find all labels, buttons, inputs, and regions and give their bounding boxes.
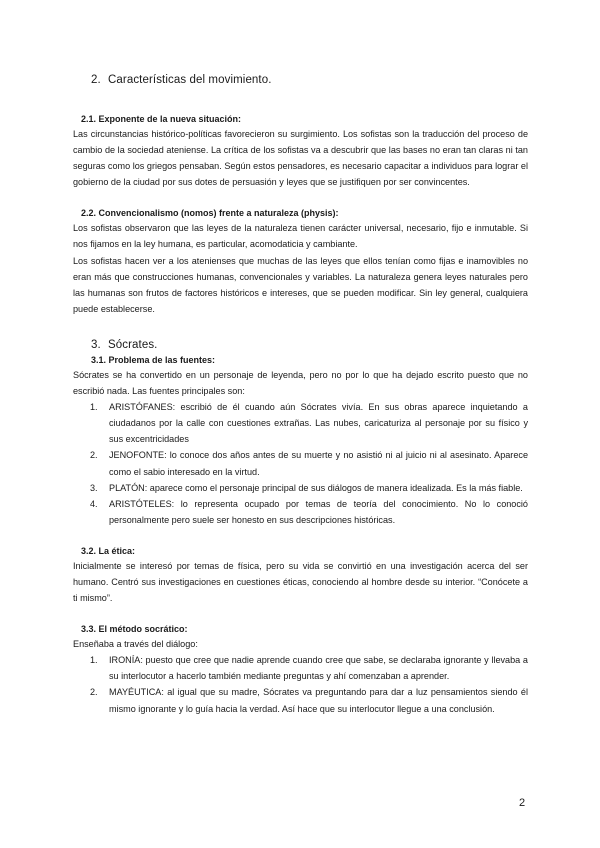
section-3-heading: [91, 339, 528, 351]
subsection-3-3-text: Enseñaba a través del diálogo:: [73, 639, 198, 650]
list-item: 1. ARISTÓFANES: escribió de él cuando aún Sócrates vivía. En sus obras aparece inquietando a ciudadanos por la calle con cuestiones extrañas. Las nubes, caricaturiza al personaje por su físico y sus excentricidades: [90, 402, 528, 445]
subsection-2-1-heading: 2.1. Exponente de la nueva situación:: [81, 114, 242, 124]
section-2-heading: [91, 74, 528, 86]
subsection-3-1-heading: 3.1. Problema de las fuentes:: [91, 354, 216, 365]
section-2-number: 2.: [91, 74, 101, 86]
list-item: 1. IRONÍA: puesto que cree que nadie aprende cuando cree que sabe, se declaraba ignorante y llevaba a su interlocutor a hacerlo también mediante preguntas y ahí comenzaban a aprender.: [90, 655, 528, 682]
section-3-title: Sócrates.: [108, 338, 158, 351]
page-content: [73, 74, 528, 717]
list-item: 4. ARISTÓTELES: lo representa ocupado por temas de teoría del conocimiento. No lo conoció personalmente pero suele ser honesto en sus descripciones históricas.: [90, 498, 528, 525]
sources-list: [73, 399, 528, 528]
subsection-2-2-text-1: Los sofistas observaron que las leyes de la naturaleza tienen carácter universal, necesario, fijo e inmutable. Si nos fijamos en la ley humana, es particular, acomodaticia y cambiante.: [73, 223, 528, 250]
method-list: [73, 652, 528, 716]
subsection-3-3-heading: 3.3. El método socrático:: [81, 624, 188, 635]
list-item: 3. PLATÓN: aparece como el personaje principal de sus diálogos de manera idealizada. Es la más fiable.: [90, 482, 523, 493]
page-number: 2: [519, 797, 526, 809]
list-item: 2. JENOFONTE: lo conoce dos años antes de su muerte y no asistió ni al juicio ni al asesinato. Aparece como el sabio interesado en la virtud.: [90, 450, 528, 477]
subsection-2-2-text-2: Los sofistas hacen ver a los atenienses que muchas de las leyes que ellos tenían como fijas e inamovibles no eran más que construcciones humanas, convencionales y variables. La naturaleza genera leyes naturales pero las humanas son frutos de factores históricos e intereses, que se pueden modificar. Sin ley general, cualquiera puede establecerse.: [73, 255, 528, 314]
section-3-number: 3.: [91, 338, 101, 351]
list-item: 2. MAYÉUTICA: al igual que su madre, Sócrates va preguntando para dar a luz pensamientos siendo él mismo ignorante y lo guía hacia la verdad. Así hace que su interlocutor llegue a una conclusión.: [90, 687, 528, 714]
section-2-title: Características del movimiento.: [108, 74, 272, 86]
subsection-3-2-text: Inicialmente se interesó por temas de física, pero su vida se convirtió en una investigación acerca del ser humano. Centró sus investigaciones en cuestiones éticas, conociendo al hombre desde su interior. “Conócete a ti mismo”.: [73, 560, 528, 604]
subsection-2-1-text: Las circunstancias histórico-políticas favorecieron su surgimiento. Los sofistas son la traducción del proceso de cambio de la sociedad ateniense. La crítica de los sofistas va a descubrir que las bases no eran tan claras ni tan seguras como los griegos pensaban. Según estos pensadores, es necesario capacitar a individuos para lograr el gobierno de la ciudad por sus dotes de persuasión y leyes que se justifiquen por ser convincentes.: [73, 129, 528, 188]
subsection-2-2-heading: 2.2. Convencionalismo (nomos) frente a naturaleza (physis):: [81, 208, 339, 219]
subsection-3-1-text: Sócrates se ha convertido en un personaje de leyenda, pero no por lo que ha dejado escrito puesto que no escribió nada. Las fuentes principales son:: [73, 369, 528, 397]
subsection-3-2-heading: 3.2. La ética:: [81, 545, 136, 556]
